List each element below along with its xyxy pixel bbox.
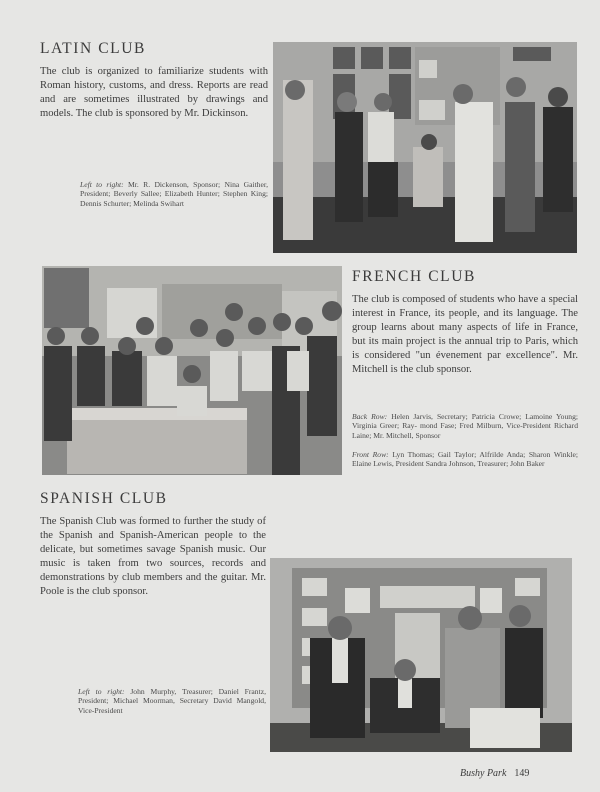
spanish-club-description: The Spanish Club was formed to further the study of the Spanish and Spanish-American people to the delicate, but sometimes savage Spanish music. Our music is taken from two sources, records and demonstrations by club members and the guitar. Mr. Poole is the club sponsor. (40, 516, 266, 597)
page-number: 149 (514, 768, 530, 779)
caption-names: John Murphy, Treasurer; Daniel Frantz, President; Michael Moorman, Secretary David Mangold, Vice-President (78, 687, 266, 715)
caption-lead: Left to right: (78, 687, 125, 696)
spanish-club-heading: SPANISH CLUB (40, 490, 168, 507)
french-club-front-row-caption (352, 450, 578, 469)
latin-club-caption (80, 180, 268, 208)
spanish-club-caption (78, 687, 266, 715)
french-club-description: The club is composed of students who have a special interest in France, its people, and its language. The group learns about many aspects of life in France, but its main project is the annual trip to Paris, which is considered "un évenement par excellence". Mr. Mitchell is the club sponsor. (352, 294, 578, 375)
spanish-club-photo (270, 558, 572, 752)
latin-club-description: The club is organized to familiarize students with Roman history, customs, and dress. Reports are read and are sometimes illustrated by drawings and models. The club is sponsored by Mr. Dickinson. (40, 66, 268, 119)
french-club-heading: FRENCH CLUB (352, 268, 476, 285)
caption-names: Helen Jarvis, Secretary; Patricia Crowe; Lamoine Young; Virginia Greer; Ray- mond Fase; Fred Milburn, Vice-President Richard Laine; Mr. Mitchell, Sponsor (352, 412, 578, 440)
caption-lead: Left to right: (80, 180, 124, 189)
publication-name: Bushy Park (460, 768, 507, 779)
latin-club-photo-image (273, 42, 577, 253)
spanish-club-photo-image (270, 558, 572, 752)
caption-lead: Back Row: (352, 412, 388, 421)
french-club-photo (42, 266, 342, 475)
french-club-photo-image (42, 266, 342, 475)
latin-club-photo (273, 42, 577, 253)
caption-lead: Front Row: (352, 450, 389, 459)
french-club-back-row-caption (352, 412, 578, 440)
latin-club-heading: LATIN CLUB (40, 40, 146, 57)
page-footer (460, 768, 529, 779)
caption-names: Lyn Thomas; Gail Taylor; Alfrilde Anda; Sharon Winkle; Elaine Lewis, President Sandra Johnson, Treasurer; John Baker (352, 450, 578, 469)
caption-names: Mr. R. Dickenson, Sponsor; Nina Gaither, President; Beverly Sallee; Elizabeth Hunter; Stephen King; Dennis Schurter; Melinda Swihart (80, 180, 268, 208)
